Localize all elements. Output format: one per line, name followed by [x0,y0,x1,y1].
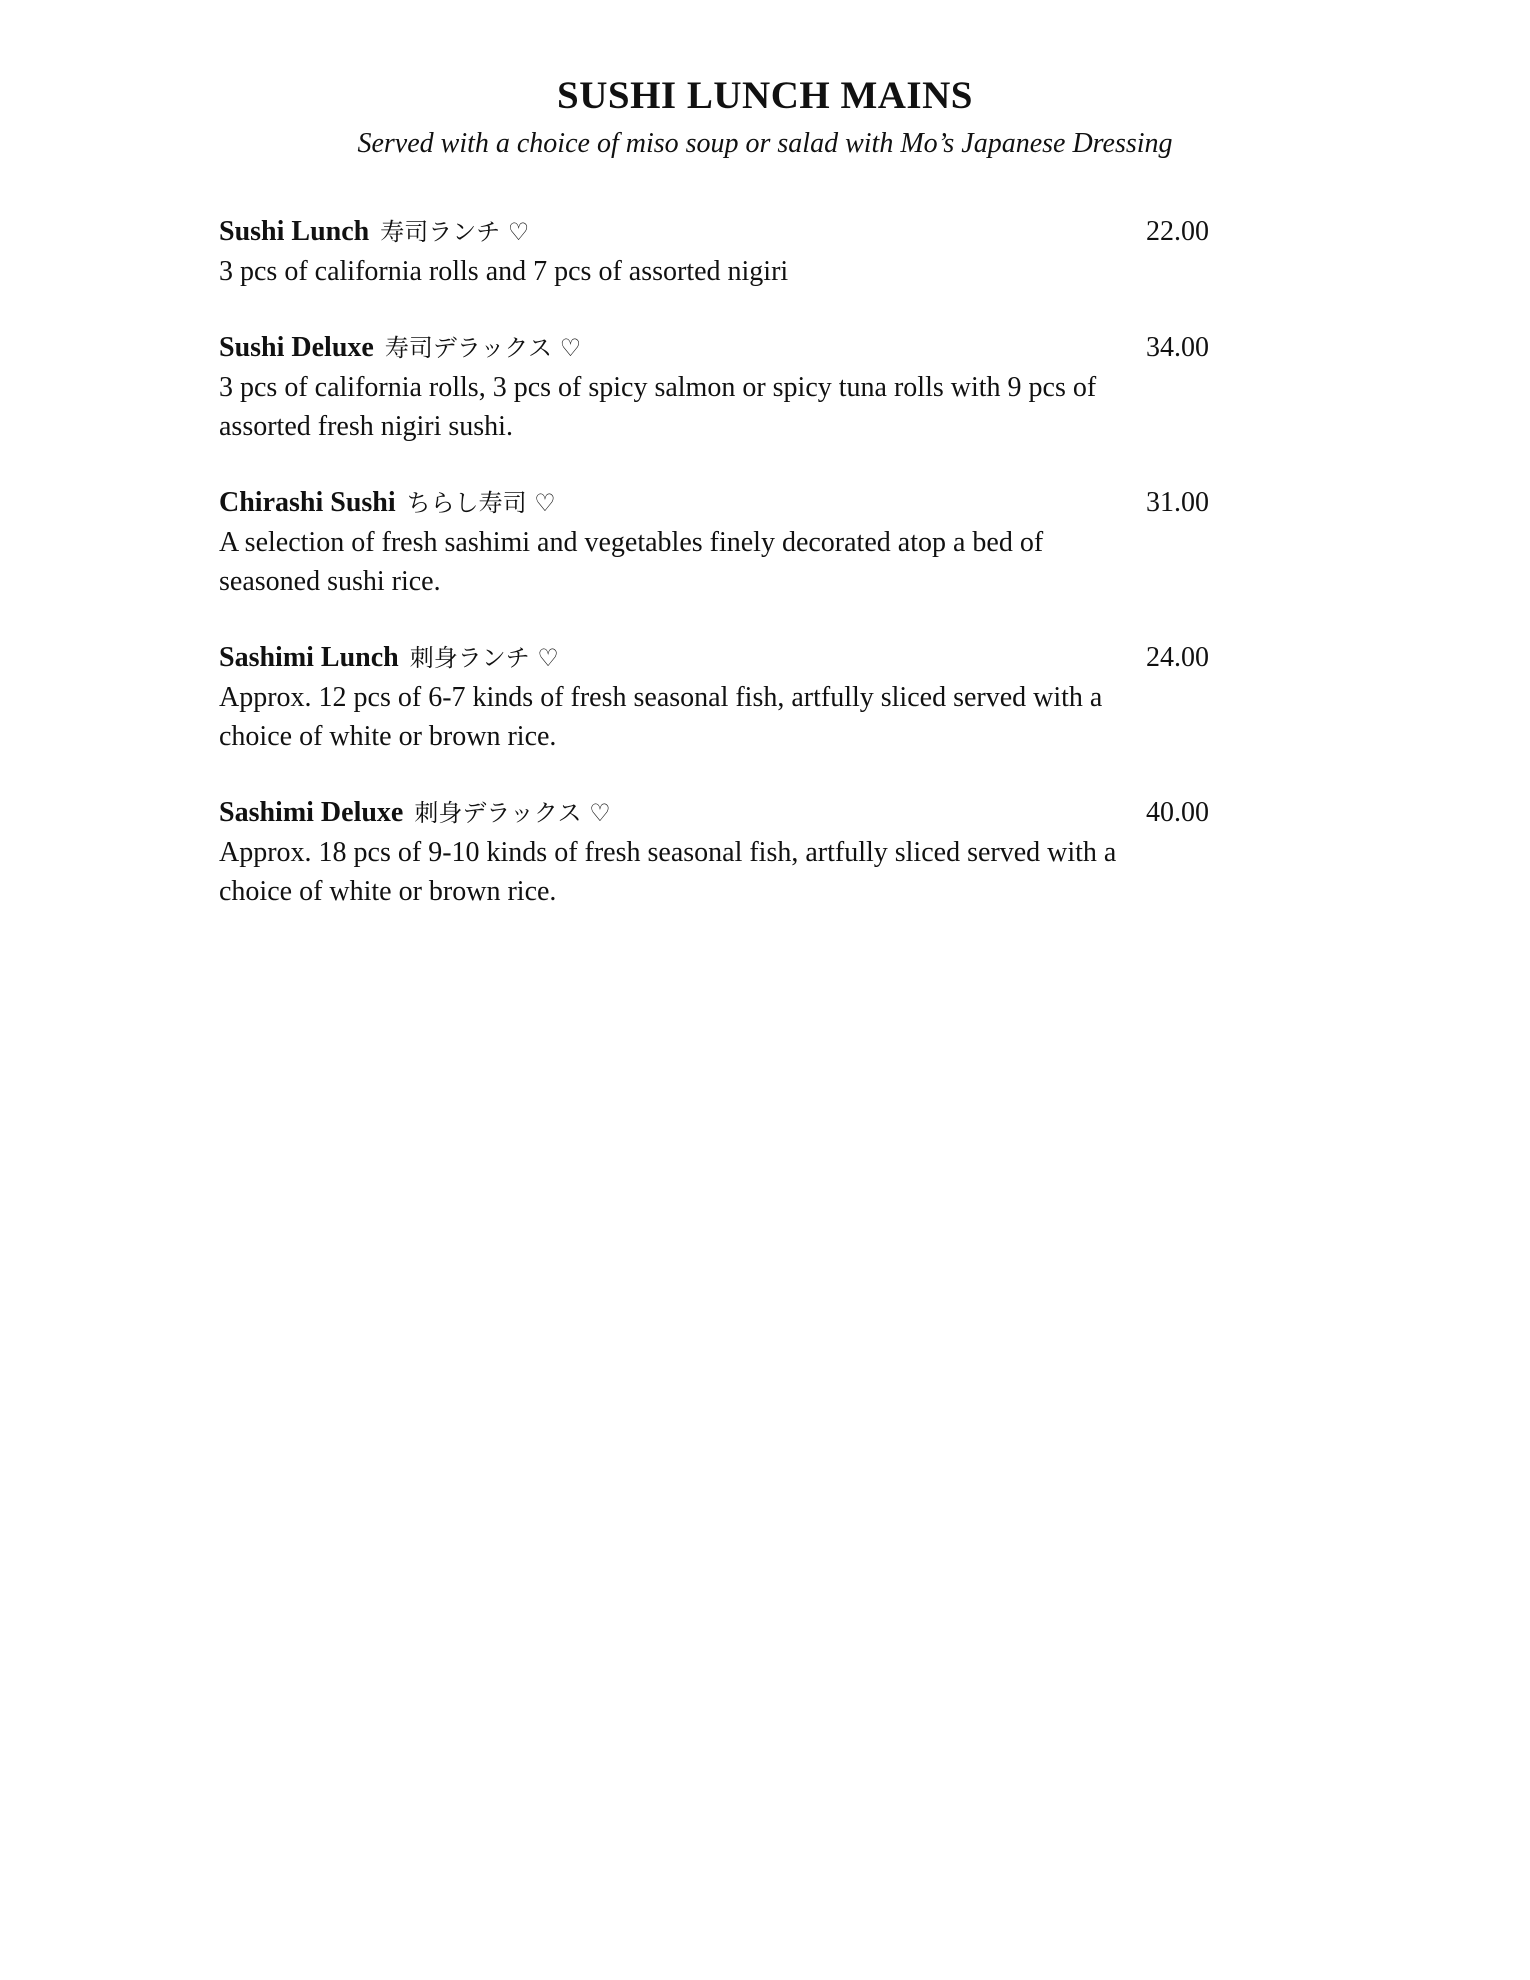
menu-item-sushi-lunch [219,212,1209,291]
menu-item-japanese-name: ちらし寿司 ♡ [406,489,556,517]
menu-item-price: 24.00 [1146,642,1209,673]
menu-item-sashimi-deluxe [219,793,1209,911]
menu-item-description: Approx. 12 pcs of 6-7 kinds of fresh seasonal fish, artfully sliced served with a choice of white or brown rice. [219,682,1103,752]
menu-item-name: Sushi Deluxe [219,332,374,363]
menu-item-japanese-name: 刺身デラックス ♡ [414,799,611,827]
menu-item-header [219,793,1209,833]
menu-item-header [219,483,1209,523]
menu-item-header [219,212,1209,252]
menu-item-description: A selection of fresh sashimi and vegetables finely decorated atop a bed of seasoned sushi rice. [219,527,1044,597]
page-subtitle: Served with a choice of miso soup or salad with Mo’s Japanese Dressing [357,128,1173,159]
menu-item-name: Chirashi Sushi [219,487,396,518]
menu-item-japanese-name: 刺身ランチ ♡ [409,644,559,672]
menu-list [219,212,1209,948]
page-title: SUSHI LUNCH MAINS [557,74,973,117]
menu-item-price: 22.00 [1146,216,1209,247]
menu-item-price: 34.00 [1146,332,1209,363]
menu-item-sushi-deluxe [219,328,1209,446]
menu-item-description: 3 pcs of california rolls and 7 pcs of assorted nigiri [219,256,789,287]
menu-item-price: 31.00 [1146,487,1209,518]
menu-item-sashimi-lunch [219,638,1209,756]
menu-item-header [219,638,1209,678]
menu-item-name: Sushi Lunch [219,216,370,247]
menu-header [0,70,1530,162]
menu-item-description: 3 pcs of california rolls, 3 pcs of spicy salmon or spicy tuna rolls with 9 pcs of assorted fresh nigiri sushi. [219,372,1097,442]
menu-item-price: 40.00 [1146,797,1209,828]
menu-item-japanese-name: 寿司ランチ ♡ [380,218,530,246]
menu-item-header [219,328,1209,368]
menu-item-name: Sashimi Lunch [219,642,399,673]
menu-item-name: Sashimi Deluxe [219,797,404,828]
menu-item-description: Approx. 18 pcs of 9-10 kinds of fresh seasonal fish, artfully sliced served with a choice of white or brown rice. [219,837,1117,907]
menu-item-japanese-name: 寿司デラックス ♡ [384,334,582,362]
menu-item-chirashi-sushi [219,483,1209,601]
